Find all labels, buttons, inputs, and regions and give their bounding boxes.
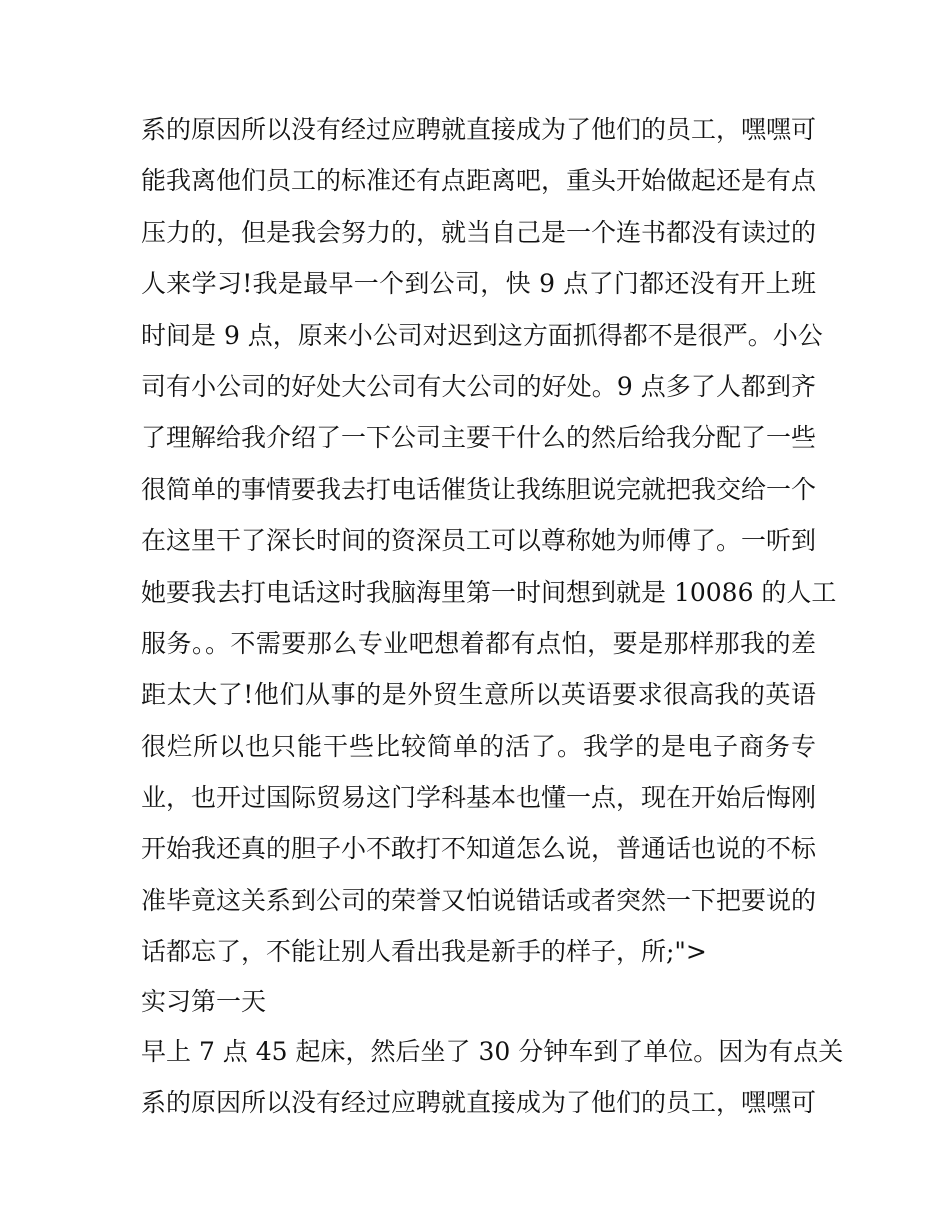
text-line: 时间是 9 点，原来小公司对迟到这方面抓得都不是很严。小公 [141, 320, 823, 350]
paragraph-2 [141, 1026, 844, 1129]
text-line: 早上 7 点 45 起床，然后坐了 30 分钟车到了单位。因为有点关 [141, 1036, 844, 1066]
text-line: 服务。。不需要那么专业吧想着都有点怕，要是那样那我的差 [141, 628, 816, 658]
text-line: 准毕竟这关系到公司的荣誉又怕说错话或者突然一下把要说的 [141, 885, 817, 915]
text-line: 她要我去打电话这时我脑海里第一时间想到就是 10086 的人工 [141, 577, 837, 607]
text-line: 系的原因所以没有经过应聘就直接成为了他们的员工，嘿嘿可 [141, 115, 817, 144]
text-line: 话都忘了，不能让别人看出我是新手的样子，所;"> [141, 937, 707, 967]
text-line: 司有小公司的好处大公司有大公司的好处。9 点多了人都到齐 [141, 371, 816, 401]
text-line: 开始我还真的胆子小不敢打不知道怎么说，普通话也说的不标 [141, 834, 817, 864]
paragraph-1 [141, 104, 837, 978]
text-line: 压力的，但是我会努力的，就当自己是一个连书都没有读过的 [141, 217, 817, 247]
text-line: 很简单的事情要我去打电话催货让我练胆说完就把我交给一个 [141, 474, 817, 504]
text-line: 业，也开过国际贸易这门学科基本也懂一点，现在开始后悔刚 [141, 783, 817, 813]
text-line: 在这里干了深长时间的资深员工可以尊称她为师傅了。一听到 [141, 526, 817, 556]
section-heading: 实习第一天 [141, 986, 267, 1016]
text-line: 人来学习!我是最早一个到公司，快 9 点了门都还没有开上班 [141, 269, 816, 299]
text-line: 系的原因所以没有经过应聘就直接成为了他们的员工，嘿嘿可 [141, 1088, 817, 1118]
text-line: 能我离他们员工的标准还有点距离吧，重头开始做起还是有点 [141, 166, 817, 196]
text-line: 了理解给我介绍了一下公司主要干什么的然后给我分配了一些 [141, 423, 817, 453]
text-line: 很烂所以也只能干些比较简单的活了。我学的是电子商务专 [141, 731, 816, 761]
text-line: 距太大了!他们从事的是外贸生意所以英语要求很高我的英语 [141, 680, 816, 710]
document-body [141, 104, 844, 1128]
